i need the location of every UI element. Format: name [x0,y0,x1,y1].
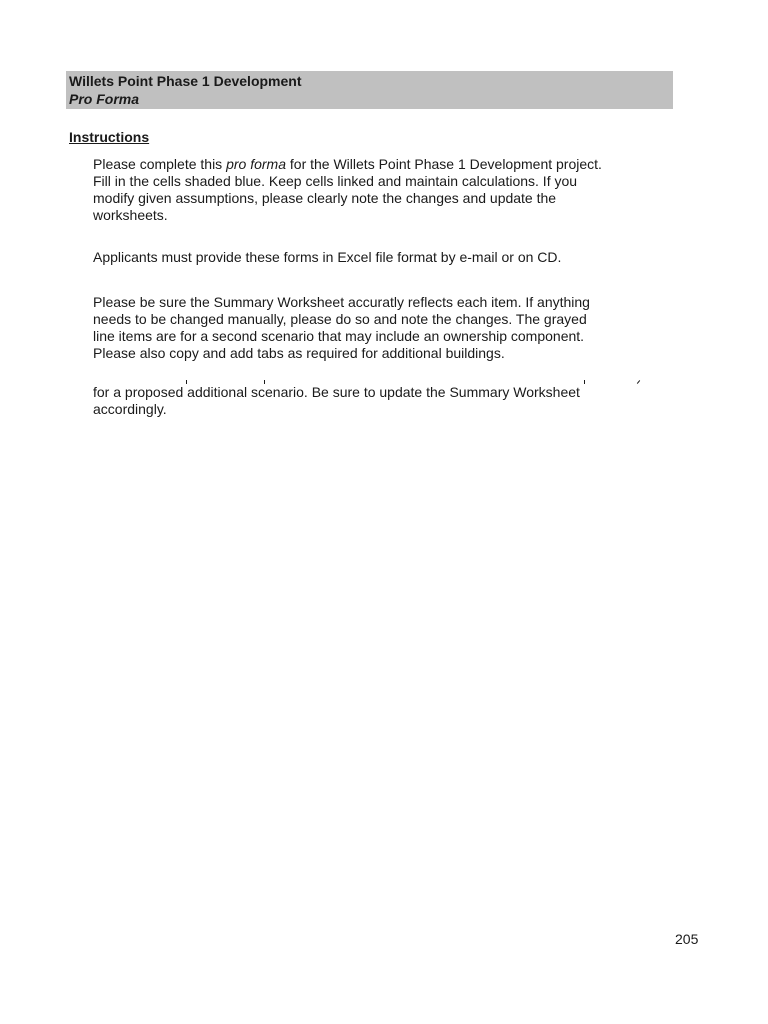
paragraph-1-line-1-italic: pro forma [226,156,286,172]
instructions-paragraph-2 [93,249,653,266]
paragraph-3-line-1: Please be sure the Summary Worksheet accuratly reflects each item. If anything [93,294,590,310]
paragraph-1-line-1 [93,156,653,173]
paragraph-1-line-4: worksheets. [93,207,168,223]
paragraph-1-line-1-start: Please complete this [93,156,227,172]
paragraph-3-line-4: Please also copy and add tabs as required for additional buildings. [93,345,505,361]
instructions-paragraph-1 [93,156,653,224]
instructions-paragraph-4 [93,383,653,423]
header-band [66,71,673,109]
paragraph-3-line-2: needs to be changed manually, please do so and note the changes. The grayed [93,311,587,327]
paragraph-1-line-3: modify given assumptions, please clearly note the changes and update the [93,190,557,206]
paragraph-2-line-1: Applicants must provide these forms in Excel file format by e-mail or on CD. [93,249,562,265]
paragraph-4-line-1: for a proposed additional scenario. Be sure to update the Summary Worksheet [93,384,580,400]
paragraph-1-line-1-end: for the Willets Point Phase 1 Development project. [286,156,602,172]
instructions-heading: Instructions [69,129,150,145]
document-subtitle: Pro Forma [69,91,140,107]
document-title: Willets Point Phase 1 Development [69,73,302,89]
paragraph-4-line-2: accordingly. [93,401,167,417]
paragraph-3-line-3: line items are for a second scenario that may include an ownership component. [93,328,585,344]
page-number: 205 [675,931,699,947]
paragraph-1-line-2: Fill in the cells shaded blue. Keep cells linked and maintain calculations. If you [93,173,578,189]
instructions-paragraph-3 [93,294,653,362]
